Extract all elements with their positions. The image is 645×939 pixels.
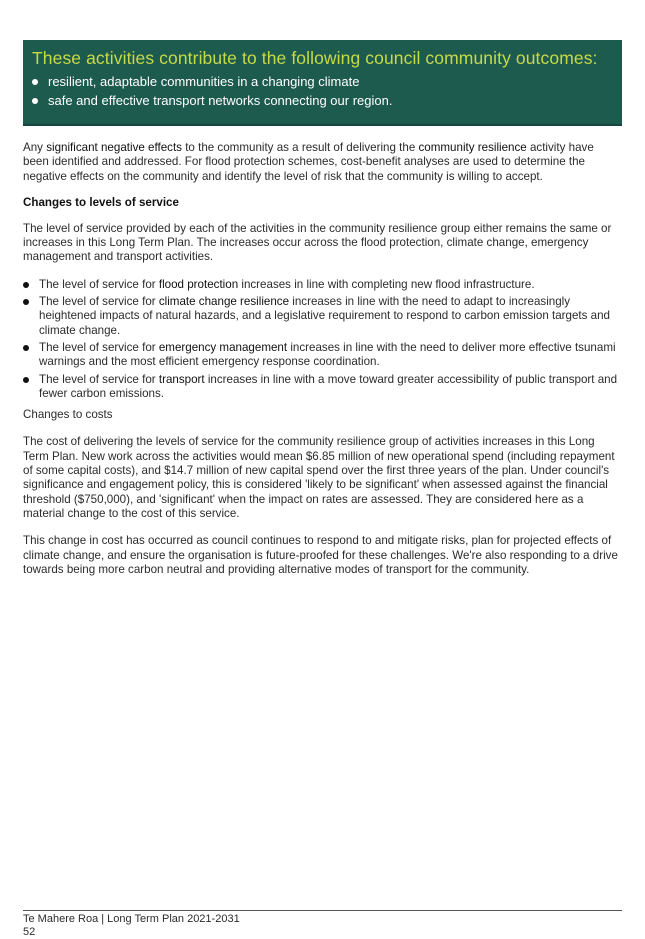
outcomes-list xyxy=(32,72,613,110)
bullet-icon xyxy=(23,345,29,351)
footer-divider xyxy=(23,910,622,911)
outcome-item: safe and effective transport networks connecting our region. xyxy=(32,91,613,110)
effects-paragraph: Any significant negative effects to the community as a result of delivering the community resilience activity have been identified and addressed. For flood protection schemes, cost-benefit analyses are used to determine the negative effects on the community and identify the level of risk that the community is willing to accept. xyxy=(23,141,594,183)
outcomes-callout xyxy=(23,40,622,126)
costs-paragraph: The cost of delivering the levels of service for the community resilience group of activities increases in this Long Term Plan. New work across the activities would mean $6.85 million of new operational spend (including repayment of some capital costs), and $14.7 million of new capital spend over the first three years of the plan. Under council's significance and engagement policy, this is considered 'likely to be significant' when assessed against the financial threshold ($750,000), and 'significant' when the impact on rates are assessed. They are considered here as a material change to the cost of this service. xyxy=(23,435,615,520)
footer-title: Te Mahere Roa | Long Term Plan 2021-2031 xyxy=(23,913,240,925)
outcomes-title: These activities contribute to the following council community outcomes: xyxy=(32,48,598,68)
levels-intro: The level of service provided by each of the activities in the community resilience group either remains the same or increases in this Long Term Plan. The increases occur across the flood protection, climate change, emergency management and transport activities. xyxy=(23,221,612,264)
levels-heading: Changes to levels of service xyxy=(23,195,179,209)
costs-heading: Changes to costs xyxy=(23,408,113,422)
bullet-icon xyxy=(32,98,38,104)
level-item: The level of service for emergency management increases in line with the need to deliver more effective tsunami warnings and the most efficient emergency response coordination. xyxy=(23,341,622,370)
level-item: The level of service for flood protection increases in line with completing new flood infrastructure. xyxy=(23,278,622,292)
page-content xyxy=(23,40,622,577)
levels-bullets xyxy=(23,278,622,401)
bullet-icon xyxy=(23,377,29,383)
outcome-item: resilient, adaptable communities in a changing climate xyxy=(32,72,613,91)
level-item: The level of service for transport increases in line with a move toward greater accessibility of public transport and fewer carbon emissions. xyxy=(23,373,622,402)
page-number: 52 xyxy=(23,926,36,938)
bullet-icon xyxy=(32,79,38,85)
bullet-icon xyxy=(23,282,29,288)
level-item: The level of service for climate change resilience increases in line with the need to adapt to increasingly heightened impacts of natural hazards, and a legislative requirement to respond to carbon emission targets and climate change. xyxy=(23,295,622,338)
bullet-icon xyxy=(23,299,29,305)
costs-paragraph-2: This change in cost has occurred as council continues to respond to and mitigate risks, plan for projected effects of climate change, and ensure the organisation is future-proofed for these challenges. We're also responding to a drive towards being more carbon neutral and providing alternative modes of transport for the community. xyxy=(23,534,618,576)
